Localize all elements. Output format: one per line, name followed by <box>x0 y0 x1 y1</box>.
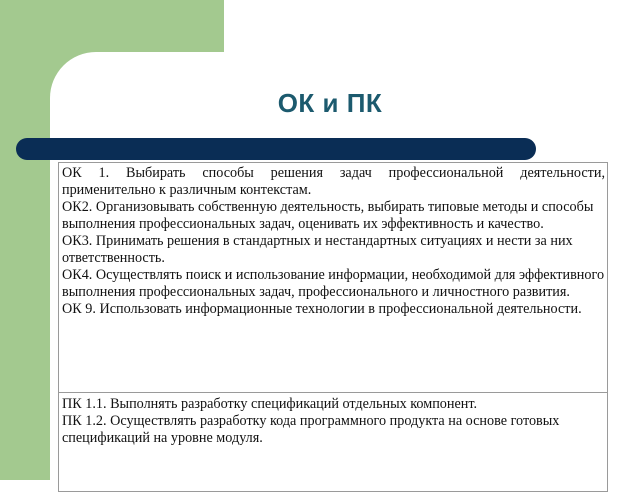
competencies-table <box>58 162 608 492</box>
professional-competencies-cell <box>59 393 607 449</box>
ok-item: ОК 9. Использовать информационные технологии в профессиональной деятельности. <box>62 301 582 317</box>
slide-title: ОК и ПК <box>277 88 383 118</box>
ok-item: ОК2. Организовывать собственную деятельность, выбирать типовые методы и способы выполнения профессиональных задач, оценивать их эффективность и качество. <box>62 199 594 232</box>
pk-item: ПК 1.1. Выполнять разработку спецификаций отдельных компонент. <box>62 396 478 412</box>
ok-item: ОК4. Осуществлять поиск и использование информации, необходимой для эффективного выполнения профессиональных задач, профессионального и личностного развития. <box>62 267 605 300</box>
ok-item: ОК3. Принимать решения в стандартных и нестандартных ситуациях и нести за них ответственность. <box>62 233 573 266</box>
pk-item: ПК 1.2. Осуществлять разработку кода программного продукта на основе готовых спецификаций на уровне модуля. <box>62 413 560 446</box>
ok-item: ОК 1. Выбирать способы решения задач профессиональной деятельности, применительно к различным контекстам. <box>62 165 605 198</box>
general-competencies-cell <box>59 163 607 393</box>
title-underline-bar <box>16 138 536 160</box>
